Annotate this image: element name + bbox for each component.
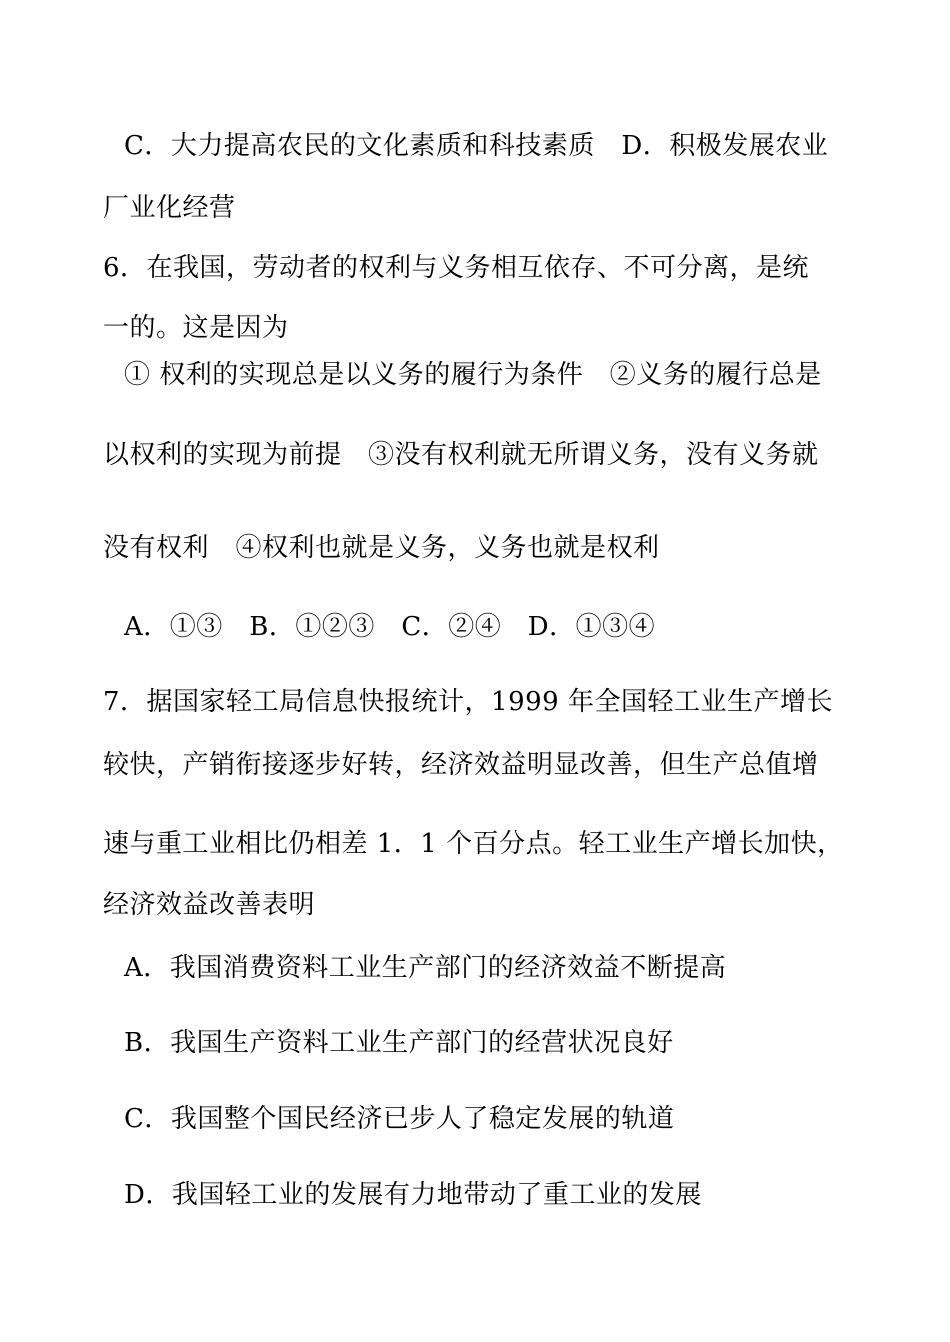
q7-stem-line-1: 7．据国家轻工局信息快报统计，1999 年全国轻工业生产增长 (103, 687, 833, 717)
q7-stem-line-2: 较快，产销衔接逐步好转，经济效益明显改善，但生产总值增 (103, 750, 819, 780)
q6-options: A．①③ B．①②③ C．②④ D．①③④ (124, 612, 656, 642)
q7-option-a: A．我国消费资料工业生产部门的经济效益不断提高 (124, 953, 727, 983)
q7-option-d: D．我国轻工业的发展有力地带动了重工业的发展 (124, 1180, 702, 1210)
q7-option-c: C．我国整个国民经济已步人了稳定发展的轨道 (124, 1104, 675, 1134)
q5-option-continuation: 厂业化经营 (103, 193, 236, 223)
q7-stem-line-4: 经济效益改善表明 (103, 890, 316, 920)
q7-option-b: B．我国生产资料工业生产部门的经营状况良好 (124, 1028, 674, 1058)
q6-stem-line-1: 6．在我国，劳动者的权利与义务相互依存、不可分离，是统 (103, 253, 810, 283)
q6-stem-line-2: 一的。这是因为 (103, 313, 289, 343)
q7-stem-line-3: 速与重工业相比仍相差 1．1 个百分点。轻工业生产增长加快， (103, 829, 844, 859)
q6-statements-line-2: 以权利的实现为前提 ③没有权利就无所谓义务，没有义务就 (103, 440, 819, 470)
q6-statements-line-1: ① 权利的实现总是以义务的履行为条件 ②义务的履行总是 (124, 360, 822, 390)
q6-statements-line-3: 没有权利 ④权利也就是义务，义务也就是权利 (103, 533, 660, 563)
q5-option-line: C．大力提高农民的文化素质和科技素质 D．积极发展农业 (124, 131, 829, 161)
